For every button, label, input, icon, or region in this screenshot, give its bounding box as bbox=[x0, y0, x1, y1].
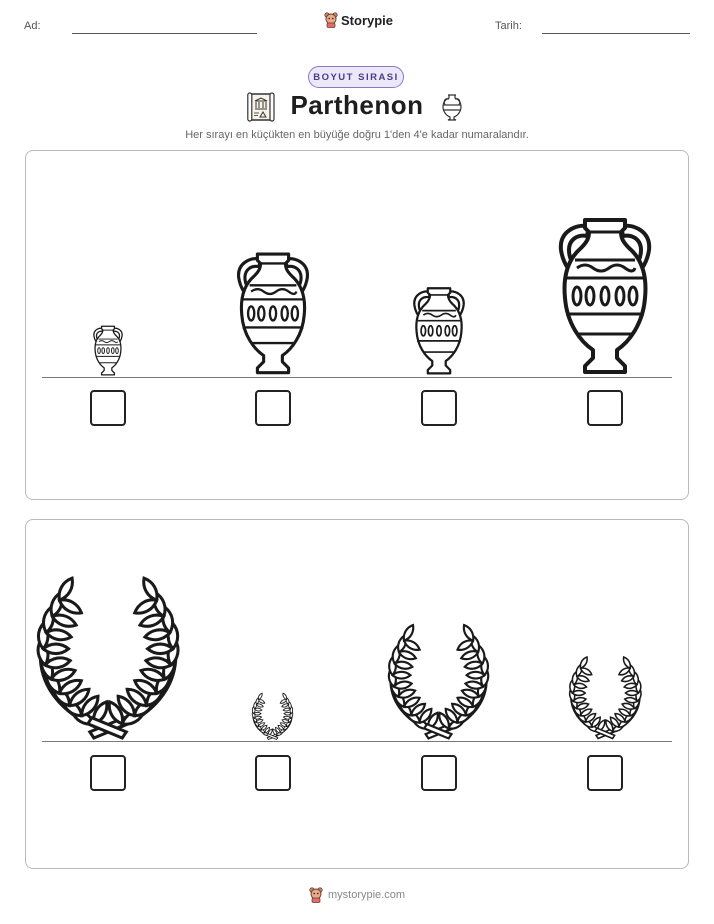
date-label: Tarih: bbox=[495, 20, 522, 32]
amphora-icon bbox=[234, 251, 312, 376]
answer-box[interactable] bbox=[587, 390, 623, 426]
amphora-title-icon bbox=[440, 92, 464, 122]
logo-text: Storypie bbox=[341, 12, 394, 28]
amphora-icon bbox=[555, 216, 655, 376]
laurel-wreath-icon bbox=[564, 662, 647, 740]
bear-mascot-icon bbox=[309, 887, 323, 903]
laurel-wreath-icon bbox=[249, 696, 296, 740]
page-title: Parthenon bbox=[290, 90, 424, 120]
instructions-text: Her sırayı en küçükten en büyüğe doğru 1'den 4'e kadar numaralandır. bbox=[185, 129, 529, 141]
bear-mascot-icon bbox=[324, 12, 338, 28]
laurel-wreath-icon bbox=[27, 588, 189, 740]
baseline bbox=[42, 741, 672, 742]
footer-url: mystorypie.com bbox=[327, 889, 406, 901]
answer-box[interactable] bbox=[90, 390, 126, 426]
baseline bbox=[42, 377, 672, 378]
answer-box[interactable] bbox=[90, 755, 126, 791]
answer-box[interactable] bbox=[421, 755, 457, 791]
footer bbox=[0, 887, 714, 903]
laurel-wreath-icon bbox=[381, 632, 496, 740]
answer-box[interactable] bbox=[587, 755, 623, 791]
date-field[interactable] bbox=[542, 33, 690, 34]
storypie-logo bbox=[324, 12, 393, 28]
category-badge: BOYUT SIRASI bbox=[308, 66, 404, 88]
amphora-icon bbox=[411, 286, 467, 376]
name-field[interactable] bbox=[72, 33, 257, 34]
answer-box[interactable] bbox=[255, 755, 291, 791]
answer-box[interactable] bbox=[255, 390, 291, 426]
answer-box[interactable] bbox=[421, 390, 457, 426]
amphora-icon bbox=[92, 325, 124, 376]
name-label: Ad: bbox=[24, 20, 41, 32]
